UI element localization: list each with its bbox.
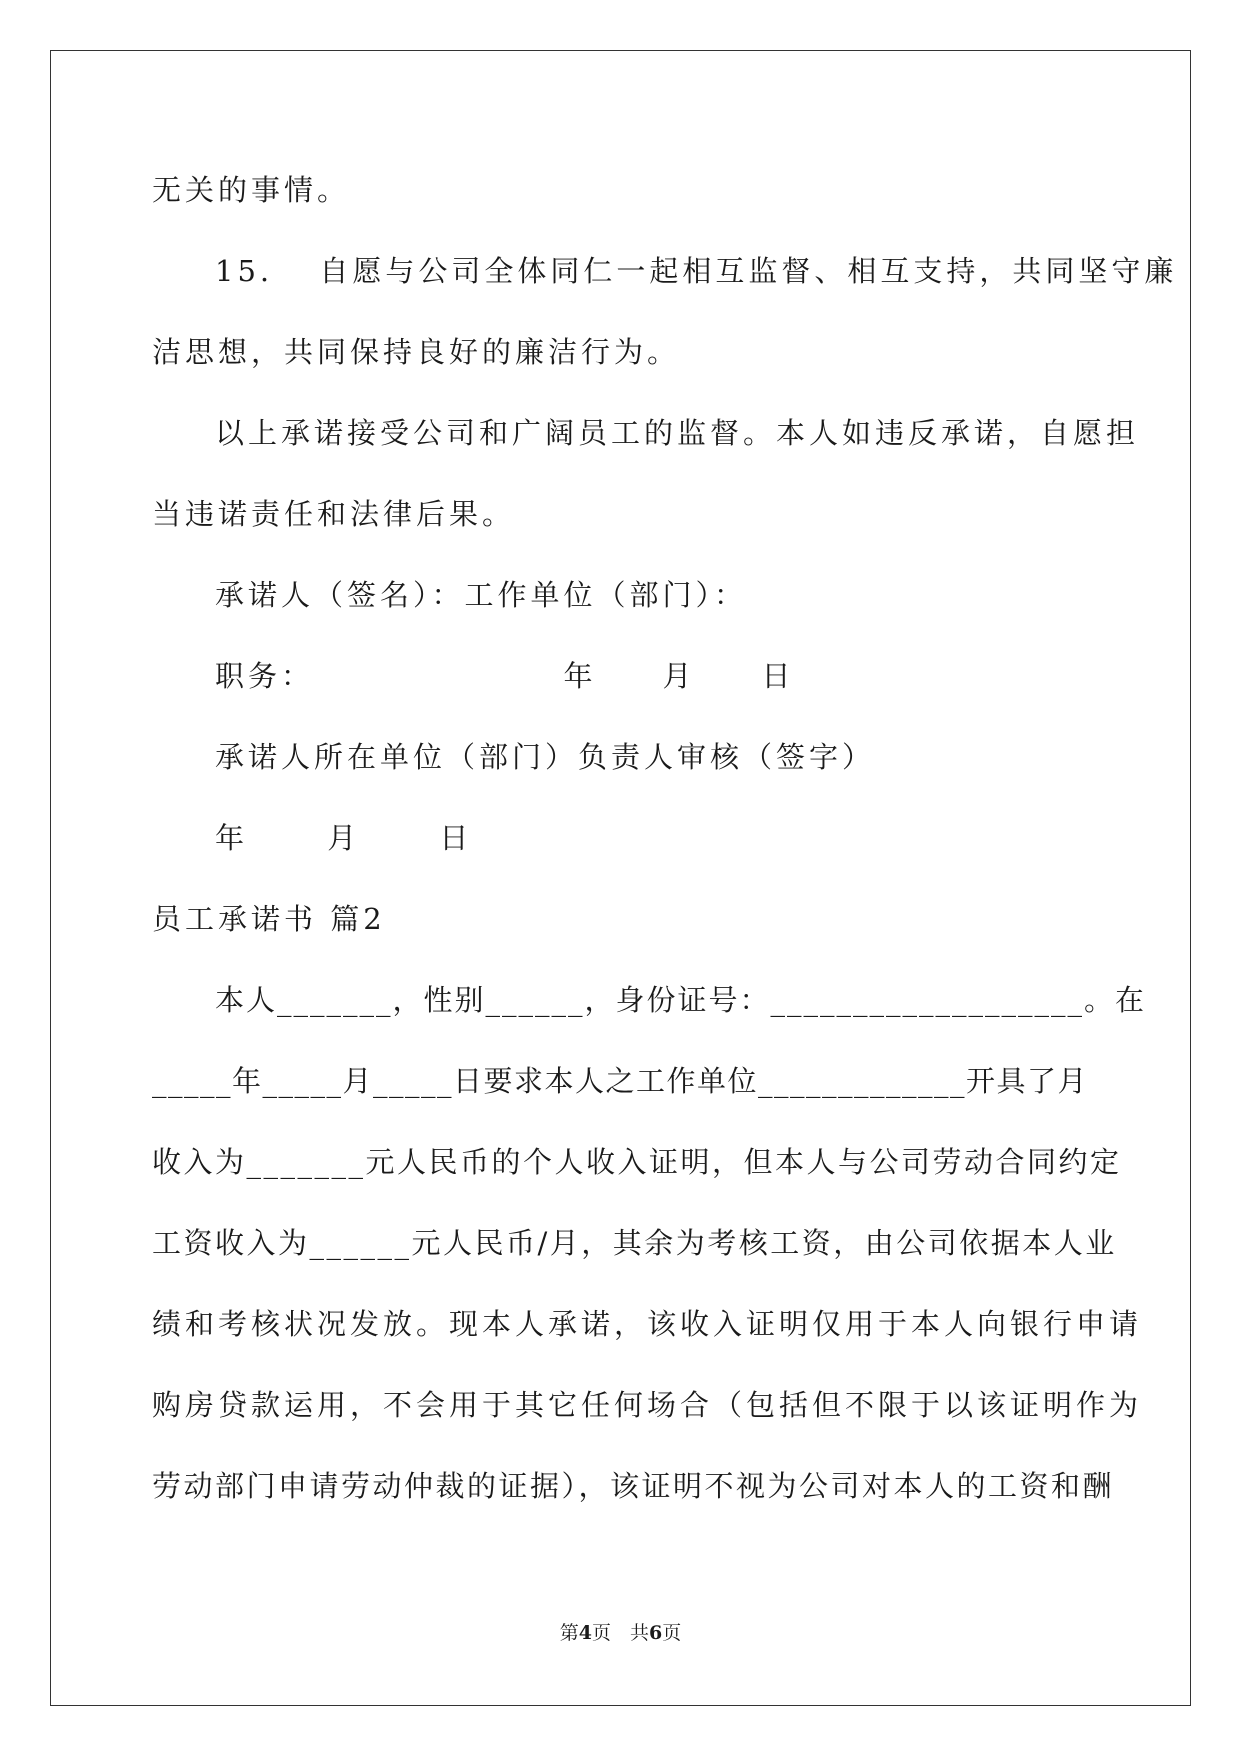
paragraph-line: _____年_____月_____日要求本人之工作单位_____________开具了月	[152, 1064, 1089, 1098]
page-number-footer	[0, 1618, 1241, 1645]
date-line: 年 月 日	[215, 821, 473, 855]
position-date-line: 职务： 年 月 日	[215, 659, 795, 693]
footer-current-page: 4	[578, 1622, 592, 1644]
signature-line: 承诺人（签名）：工作单位（部门）：	[215, 578, 748, 612]
paragraph-line: 无关的事情。	[152, 173, 351, 207]
page-border	[50, 50, 1191, 1706]
paragraph-line: 劳动部门申请劳动仲裁的证据），该证明不视为公司对本人的工资和酬	[152, 1469, 1115, 1503]
paragraph-line: 以上承诺接受公司和广阔员工的监督。本人如违反承诺，自愿担	[215, 416, 1140, 450]
footer-prefix: 第	[559, 1622, 579, 1644]
paragraph-line: 购房贷款运用，不会用于其它任何场合（包括但不限于以该证明作为	[152, 1388, 1143, 1422]
paragraph-line: 本人_______，性别______，身份证号：___________________。在	[215, 983, 1147, 1017]
paragraph-line: 当违诺责任和法律后果。	[152, 497, 516, 531]
paragraph-line: 收入为_______元人民币的个人收入证明，但本人与公司劳动合同约定	[152, 1145, 1122, 1179]
review-line: 承诺人所在单位（部门）负责人审核（签字）	[215, 740, 876, 774]
paragraph-line: 15. 自愿与公司全体同仁一起相互监督、相互支持，共同坚守廉	[215, 254, 1178, 288]
footer-middle: 页 共	[591, 1622, 649, 1644]
paragraph-line: 工资收入为______元人民币/月，其余为考核工资，由公司依据本人业	[152, 1226, 1117, 1260]
footer-total-pages: 6	[649, 1622, 663, 1644]
section-heading: 员工承诺书 篇2	[152, 902, 386, 936]
footer-suffix: 页	[662, 1622, 682, 1644]
paragraph-line: 洁思想，共同保持良好的廉洁行为。	[152, 335, 681, 369]
paragraph-line: 绩和考核状况发放。现本人承诺，该收入证明仅用于本人向银行申请	[152, 1307, 1143, 1341]
